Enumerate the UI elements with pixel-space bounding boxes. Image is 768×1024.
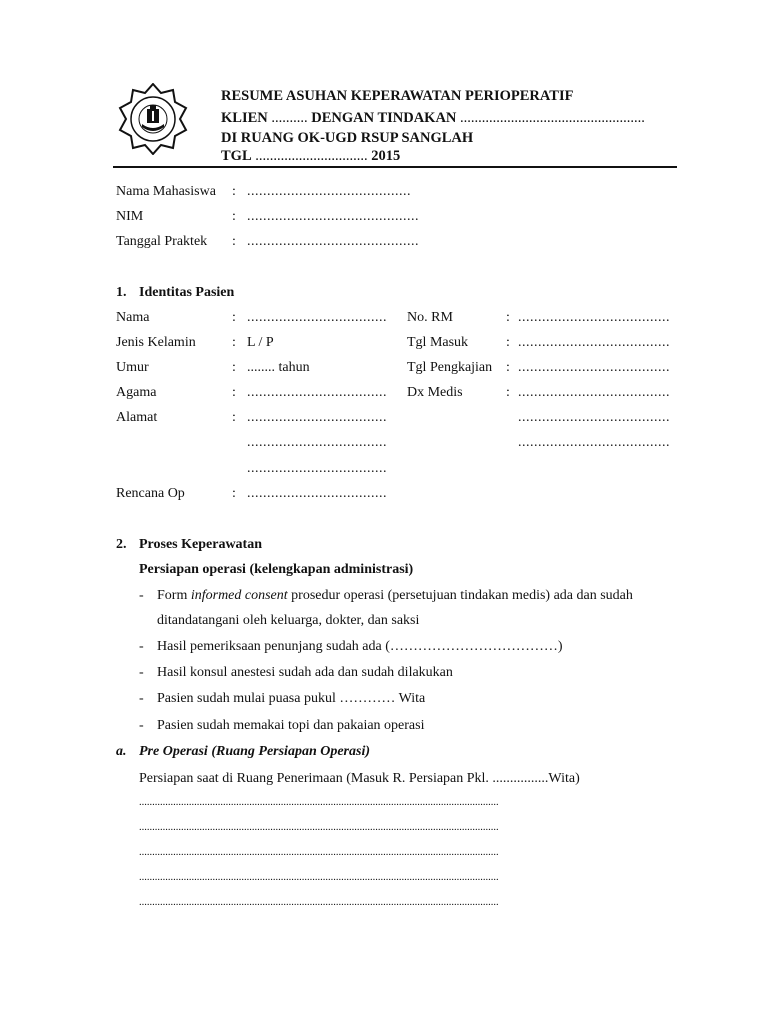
student-nim-label: NIM xyxy=(116,209,144,224)
checklist-item-1 xyxy=(157,588,633,604)
pasien-jk-sep: : xyxy=(232,335,236,350)
pasien-norm-label: No. RM xyxy=(407,310,453,325)
subsection-a-text: Persiapan saat di Ruang Penerimaan (Masuk R. Persiapan Pkl. ................Wita) xyxy=(139,771,580,786)
checklist-item-1-post: prosedur operasi (persetujuan tindakan medis) ada dan sudah xyxy=(287,588,633,603)
pasien-dxmedis-field-2[interactable]: ...................................... xyxy=(518,410,670,425)
header-title-line1: RESUME ASUHAN KEPERAWATAN PERIOPERATIF xyxy=(221,88,574,104)
section2-number: 2. xyxy=(116,537,127,552)
student-nim-field[interactable]: ........................................... xyxy=(247,209,419,224)
section2-title: Proses Keperawatan xyxy=(139,537,262,552)
pasien-nama-sep: : xyxy=(232,310,236,325)
pasien-tglpengkajian-label: Tgl Pengkajian xyxy=(407,360,493,375)
pasien-tglpengkajian-field[interactable]: ...................................... xyxy=(518,360,670,375)
student-nama-sep: : xyxy=(232,184,236,199)
header-tindakan-label: DENGAN TINDAKAN xyxy=(311,110,457,126)
pasien-norm-field[interactable]: ...................................... xyxy=(518,310,670,325)
fill-line-5[interactable]: ......................................................................................................................................... xyxy=(139,897,499,908)
pasien-tglmasuk-field[interactable]: ...................................... xyxy=(518,335,670,350)
fill-line-3[interactable]: ......................................................................................................................................... xyxy=(139,847,499,858)
pasien-alamat-field-3[interactable]: ................................... xyxy=(247,461,387,476)
checklist-item-3: Hasil konsul anestesi sudah ada dan sudah dilakukan xyxy=(157,665,453,680)
pasien-dxmedis-field[interactable]: ...................................... xyxy=(518,385,670,400)
bullet-4: - xyxy=(139,691,144,706)
header-title-line4 xyxy=(221,148,400,165)
fill-line-1[interactable]: ......................................................................................................................................... xyxy=(139,797,499,808)
pasien-dxmedis-label: Dx Medis xyxy=(407,385,463,400)
pasien-dxmedis-sep: : xyxy=(506,385,510,400)
pasien-rencana-label: Rencana Op xyxy=(116,486,185,501)
header-title-line2 xyxy=(221,110,645,127)
fill-line-4[interactable]: ......................................................................................................................................... xyxy=(139,872,499,883)
pasien-jk-label: Jenis Kelamin xyxy=(116,335,196,350)
pasien-dxmedis-field-3[interactable]: ...................................... xyxy=(518,435,670,450)
subsection-a-letter: a. xyxy=(116,744,127,759)
student-nama-label: Nama Mahasiswa xyxy=(116,184,216,199)
pasien-nama-label: Nama xyxy=(116,310,150,325)
pasien-agama-field[interactable]: ................................... xyxy=(247,385,387,400)
student-tanggal-sep: : xyxy=(232,234,236,249)
bullet-3: - xyxy=(139,665,144,680)
pasien-alamat-field-2[interactable]: ................................... xyxy=(247,435,387,450)
section2-subtitle: Persiapan operasi (kelengkapan administrasi) xyxy=(139,562,414,577)
bullet-5: - xyxy=(139,718,144,733)
pasien-agama-label: Agama xyxy=(116,385,157,400)
pasien-tglpengkajian-sep: : xyxy=(506,360,510,375)
header-tgl-label: TGL xyxy=(221,148,252,164)
header-title-line3: DI RUANG OK-UGD RSUP SANGLAH xyxy=(221,130,474,146)
bullet-2: - xyxy=(139,639,144,654)
checklist-item-5: Pasien sudah memakai topi dan pakaian operasi xyxy=(157,718,425,733)
pasien-alamat-label: Alamat xyxy=(116,410,158,425)
header-divider xyxy=(113,166,677,168)
header-tindakan-dots: ................................................... xyxy=(460,110,645,126)
pasien-agama-sep: : xyxy=(232,385,236,400)
pasien-jk-field[interactable]: L / P xyxy=(247,335,274,350)
checklist-item-1-pre: Form xyxy=(157,588,191,603)
pasien-umur-sep: : xyxy=(232,360,236,375)
checklist-item-4: Pasien sudah mulai puasa pukul ………… Wita xyxy=(157,691,426,706)
subsection-a-title: Pre Operasi (Ruang Persiapan Operasi) xyxy=(139,744,371,759)
header-tgl-dots: ............................... xyxy=(255,148,368,164)
checklist-item-2: Hasil pemeriksaan penunjang sudah ada (………………………………) xyxy=(157,639,563,654)
pasien-umur-label: Umur xyxy=(116,360,149,375)
checklist-item-1-italic: informed consent xyxy=(190,588,288,603)
checklist-item-1-cont: ditandatangani oleh keluarga, dokter, dan saksi xyxy=(157,613,420,628)
pasien-nama-field[interactable]: ................................... xyxy=(247,310,387,325)
header-klien-dots: .......... xyxy=(271,110,308,126)
bullet-1: - xyxy=(139,588,144,603)
section1-number: 1. xyxy=(116,285,127,300)
student-nim-sep: : xyxy=(232,209,236,224)
pasien-umur-field[interactable]: ........ tahun xyxy=(247,360,310,375)
pasien-rencana-sep: : xyxy=(232,486,236,501)
student-nama-field[interactable]: ......................................... xyxy=(247,184,411,199)
pasien-norm-sep: : xyxy=(506,310,510,325)
student-tanggal-label: Tanggal Praktek xyxy=(116,234,208,249)
pasien-alamat-sep: : xyxy=(232,410,236,425)
pasien-tglmasuk-label: Tgl Masuk xyxy=(407,335,469,350)
header-year: 2015 xyxy=(371,148,401,164)
section1-title: Identitas Pasien xyxy=(139,285,235,300)
pasien-rencana-field[interactable]: ................................... xyxy=(247,486,387,501)
hospital-logo-emblem xyxy=(117,83,189,155)
fill-line-2[interactable]: ......................................................................................................................................... xyxy=(139,822,499,833)
header-klien-label: KLIEN xyxy=(221,110,268,126)
pasien-alamat-field[interactable]: ................................... xyxy=(247,410,387,425)
student-tanggal-field[interactable]: ........................................... xyxy=(247,234,419,249)
pasien-tglmasuk-sep: : xyxy=(506,335,510,350)
